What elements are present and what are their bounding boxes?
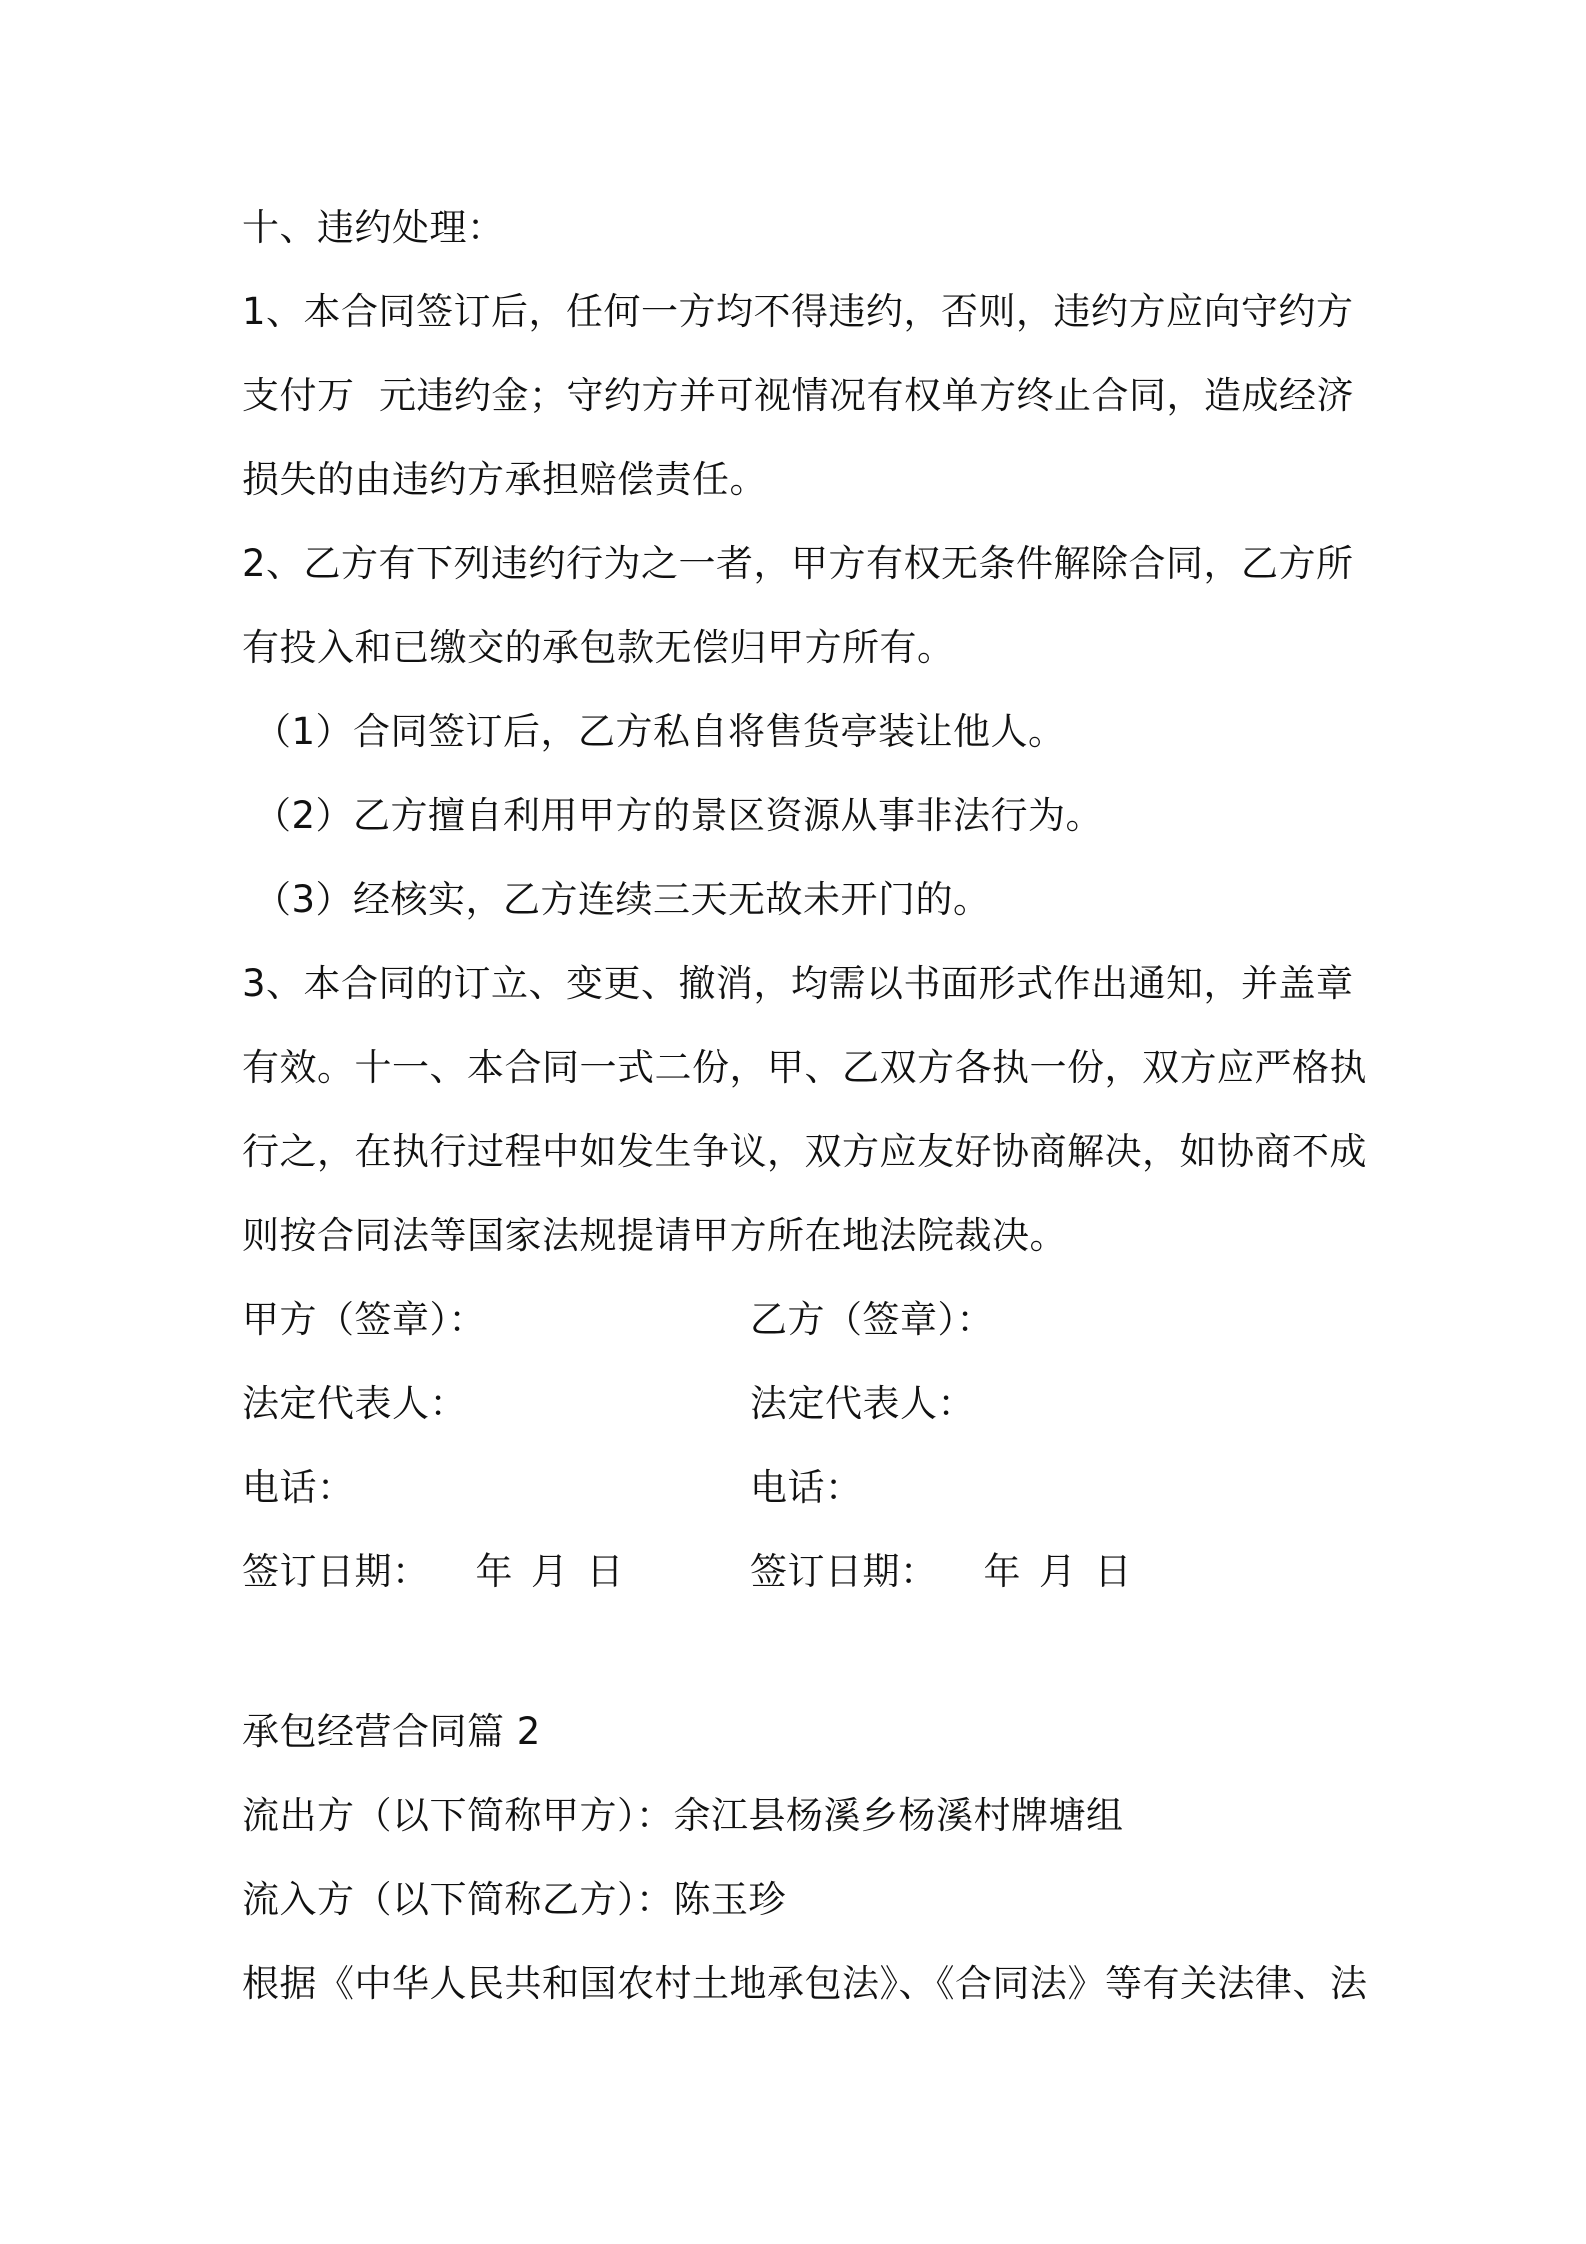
party-b-date [750,1542,1258,1626]
party-b-seal-label: 乙方（签章）： [750,1298,994,1341]
party-a-date-year: 年 [475,1550,513,1593]
clause-3-line-3: 行之，在执行过程中如发生争议，双方应友好协商解决，如协商不成 [242,1130,1367,1173]
clause-3-line-1: 3、本合同的订立、变更、撤消，均需以书面形式作出通知，并盖章 [242,962,1354,1005]
party-a-date-label: 签订日期： [242,1550,430,1593]
party-a-phone-label: 电话： [242,1466,355,1509]
contract-2-basis: 根据《中华人民共和国农村土地承包法》、《合同法》等有关法律、法 [242,1962,1368,2005]
clause-2-line-1: 2、乙方有下列违约行为之一者，甲方有权无条件解除合同，乙方所 [242,542,1354,585]
party-a-date-month: 月 [531,1550,569,1593]
party-a-date-day: 日 [586,1550,624,1593]
violation-item-2: （2）乙方擅自利用甲方的景区资源从事非法行为。 [254,794,1104,837]
contract-2-heading: 承包经营合同篇 2 [242,1710,541,1753]
party-b-representative-label: 法定代表人： [750,1382,975,1425]
party-b-date-year: 年 [983,1550,1021,1593]
signature-phone-row [242,1458,1362,1542]
party-a-representative-label: 法定代表人： [242,1382,467,1425]
signature-seal-row [242,1290,1362,1374]
contract-2-transferee: 流入方（以下简称乙方）：陈玉珍 [242,1878,786,1921]
section-title: 十、违约处理： [242,206,505,249]
clause-3-line-2: 有效。十一、本合同一式二份，甲、乙双方各执一份，双方应严格执 [242,1046,1367,1089]
party-b-date-label: 签订日期： [750,1550,938,1593]
violation-item-3: （3）经核实，乙方连续三天无故未开门的。 [254,878,991,921]
clause-1-line-3: 损失的由违约方承担赔偿责任。 [242,458,767,501]
party-b-date-day: 日 [1094,1550,1132,1593]
signature-representative-row [242,1374,1362,1458]
party-a-date [242,1542,750,1626]
contract-2-transferor: 流出方（以下简称甲方）：余江县杨溪乡杨溪村牌塘组 [242,1794,1124,1837]
clause-2-line-2: 有投入和已缴交的承包款无偿归甲方所有。 [242,626,955,669]
clause-1-line-1: 1、本合同签订后，任何一方均不得违约，否则，违约方应向守约方 [242,290,1354,333]
clause-1-line-2: 支付万 元违约金；守约方并可视情况有权单方终止合同，造成经济 [242,374,1355,417]
violation-item-1: （1）合同签订后，乙方私自将售货亭装让他人。 [254,710,1066,753]
document-body [242,198,1368,2038]
section-spacer [242,1626,1362,1702]
signature-date-row [242,1542,1362,1626]
clause-3-line-4: 则按合同法等国家法规提请甲方所在地法院裁决。 [242,1214,1067,1257]
party-b-phone-label: 电话： [750,1466,863,1509]
party-a-seal-label: 甲方（签章）： [242,1298,486,1341]
party-b-date-month: 月 [1039,1550,1077,1593]
